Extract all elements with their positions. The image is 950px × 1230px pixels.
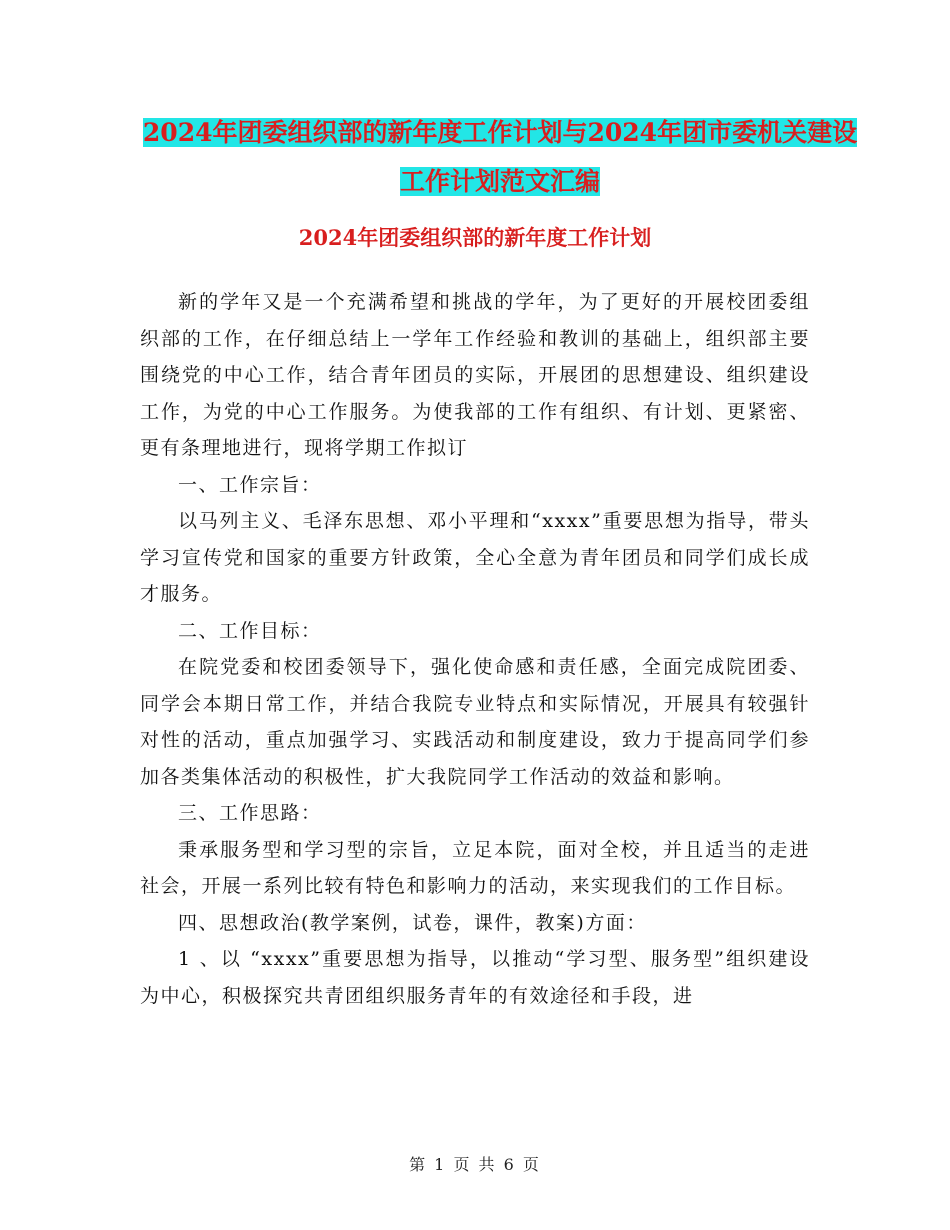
paragraph-goals: 在院党委和校团委领导下，强化使命感和责任感，全面完成院团委、同学会本期日常工作，并结合我院专业特点和实际情况，开展具有较强针对性的活动，重点加强学习、实践活动和制度建设，致力于提高同学们参加各类集体活动的积极性，扩大我院同学工作活动的效益和影响。 (140, 656, 810, 788)
document-title (140, 108, 860, 206)
paragraph-purpose: 以马列主义、毛泽东思想、邓小平理和“xxxx”重要思想为指导，带头学习宣传党和国家的重要方针政策，全心全意为青年团员和同学们成长成才服务。 (140, 510, 810, 605)
heading-approach: 三、工作思路： (178, 802, 322, 824)
document-title-text: 2024年团委组织部的新年度工作计划与2024年团市委机关建设工作计划范文汇编 (142, 118, 858, 196)
heading-goals: 二、工作目标： (178, 619, 322, 642)
paragraph-approach: 秉承服务型和学习型的宗旨，立足本院，面对全校，并且适当的走进社会，开展一系列比较有特色和影响力的活动，来实现我们的工作目标。 (140, 838, 810, 897)
paragraph-ideology-1: 1 、以 “xxxx”重要思想为指导，以推动“学习型、服务型”组织建设为中心，积极探究共青团组织服务青年的有效途径和手段，进 (140, 948, 810, 1007)
section-title: 2024年团委组织部的新年度工作计划 (298, 225, 652, 250)
paragraph-intro: 新的学年又是一个充满希望和挑战的学年，为了更好的开展校团委组织部的工作，在仔细总结上一学年工作经验和教训的基础上，组织部主要围绕党的中心工作，结合青年团员的实际，开展团的思想建设、组织建设工作，为党的中心工作服务。为使我部的工作有组织、有计划、更紧密、更有条理地进行，现将学期工作拟订 (140, 291, 810, 459)
page-footer: 第 1 页 共 6 页 (409, 1155, 541, 1174)
heading-ideology: 四、思想政治(教学案例，试卷，课件，教案)方面： (178, 911, 647, 934)
heading-purpose: 一、工作宗旨： (178, 473, 322, 496)
document-body (140, 284, 810, 1014)
